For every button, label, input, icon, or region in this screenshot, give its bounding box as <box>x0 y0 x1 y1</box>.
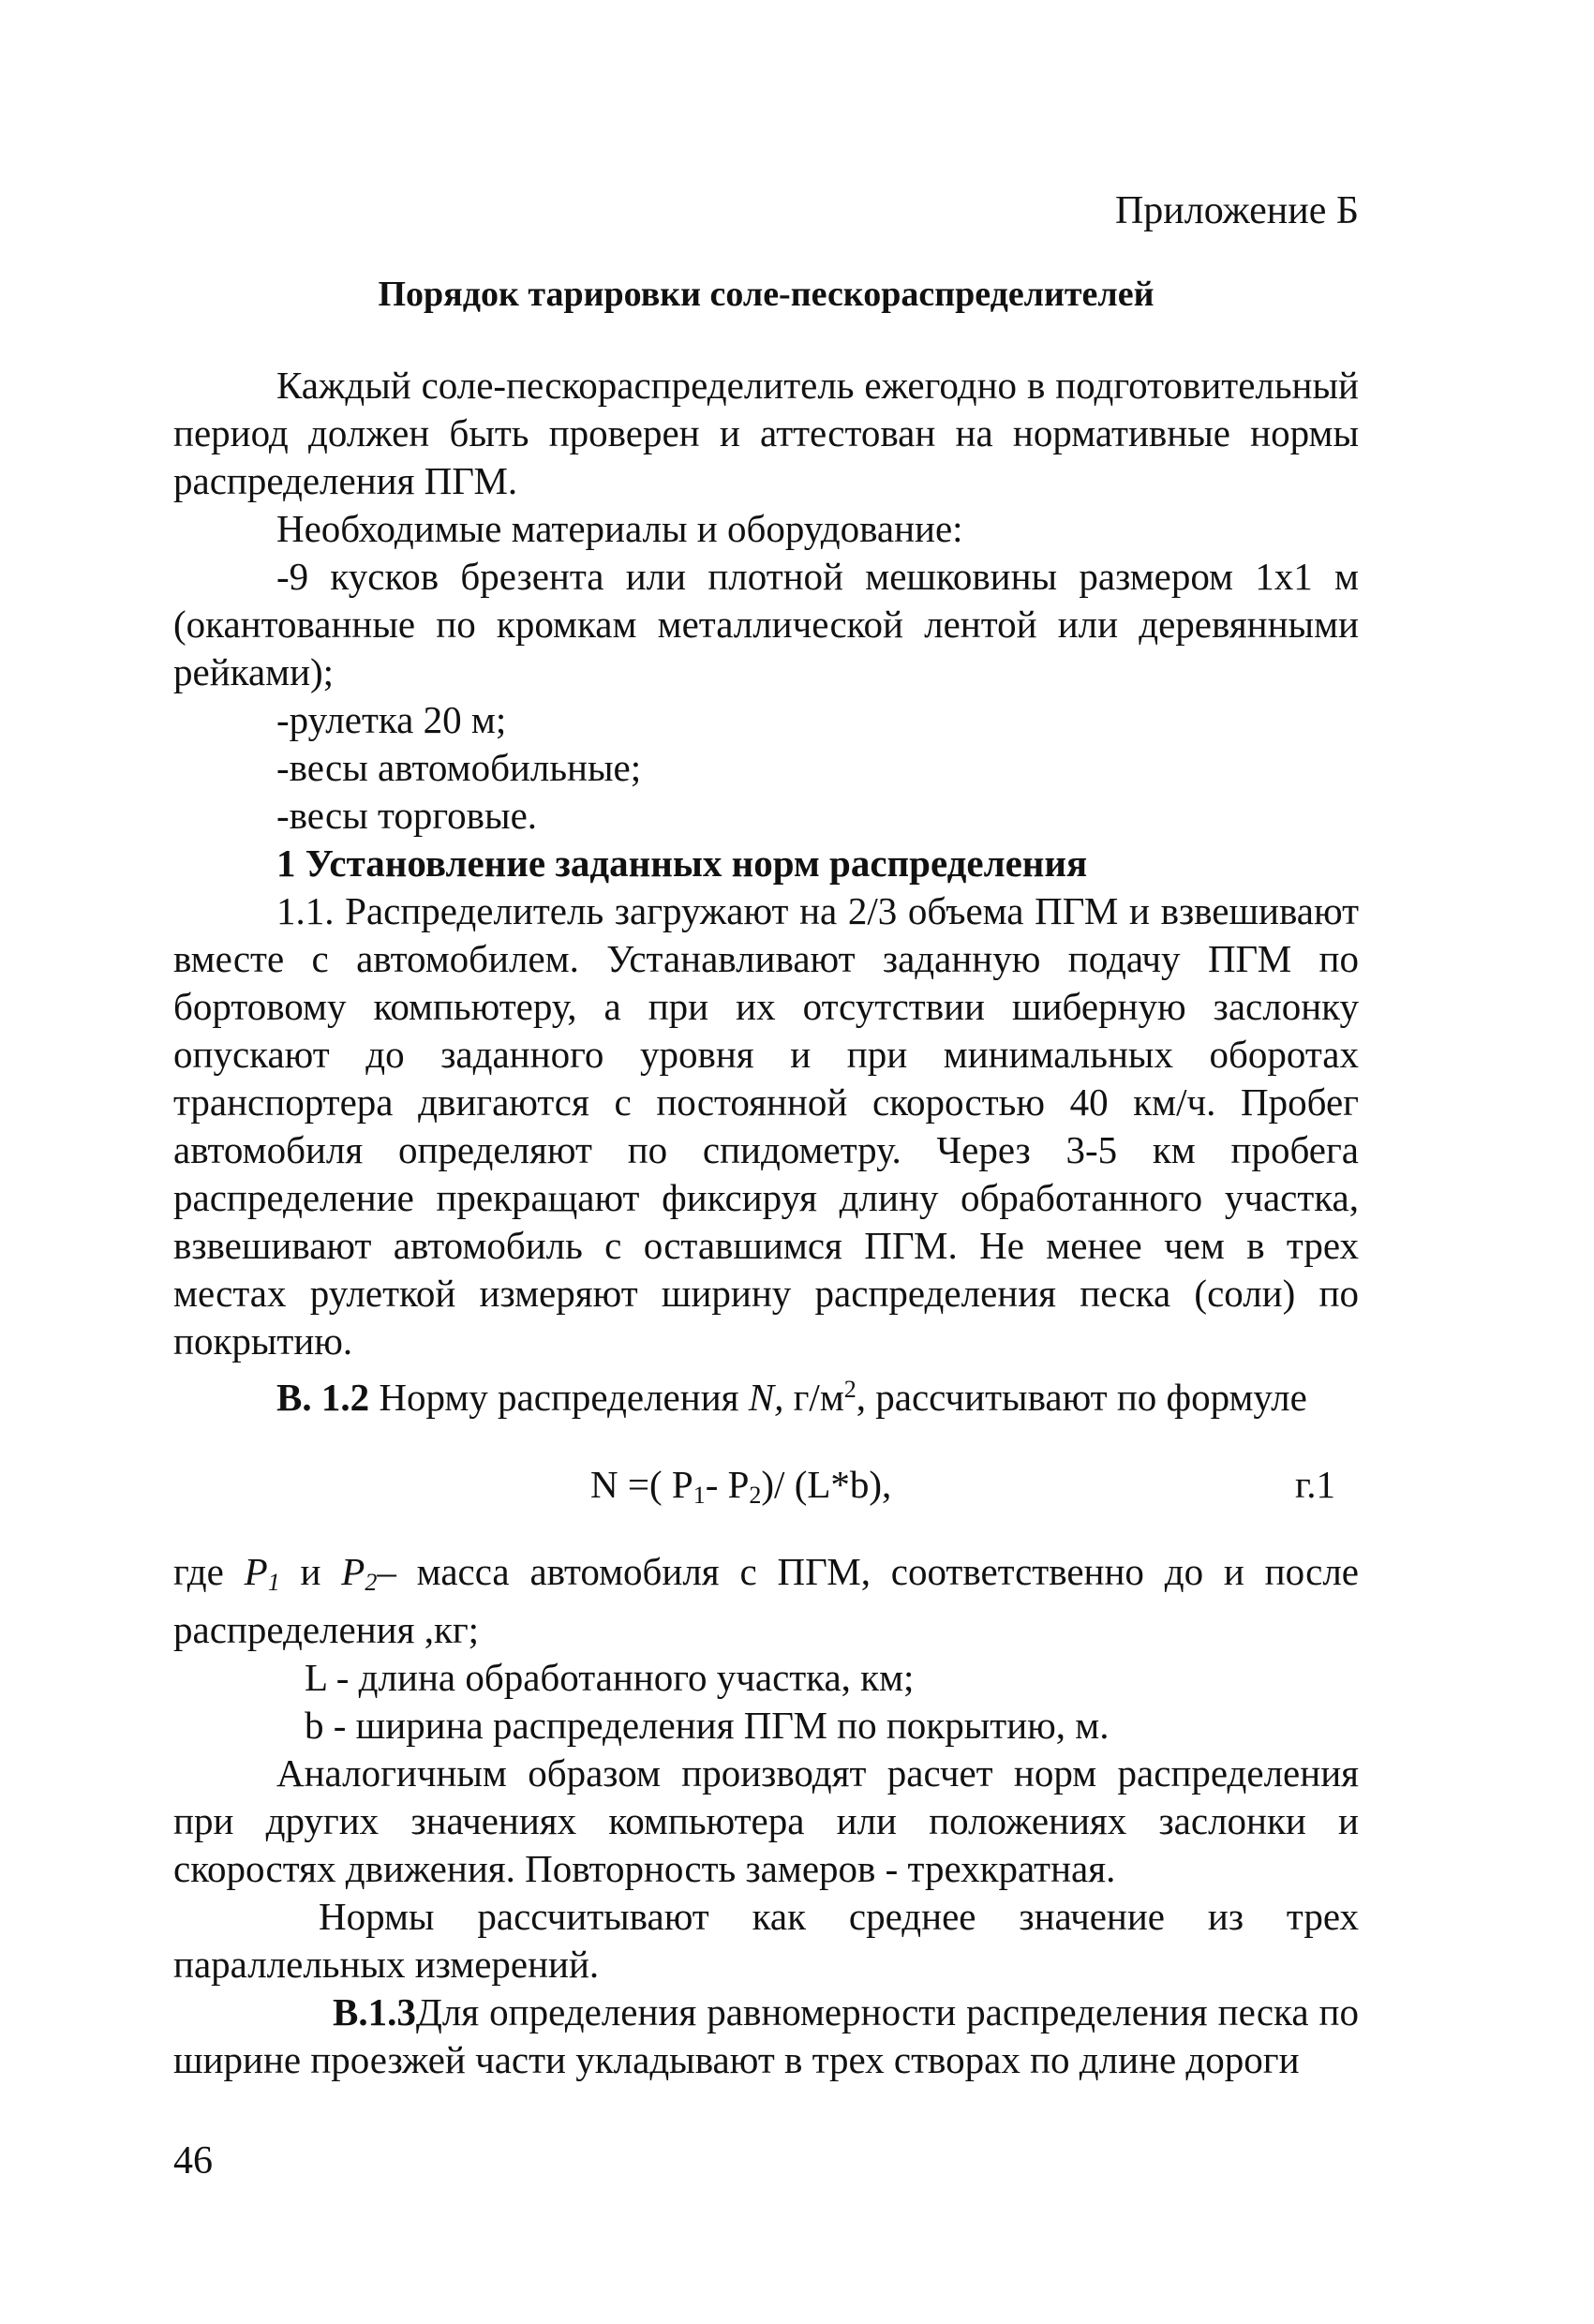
intro-paragraph: Каждый соле-пескораспределитель ежегодно в подготовительный период должен быть проверен и аттестован на нормативные нормы распределения ПГМ. <box>173 364 1359 502</box>
norms-paragraph: Нормы рассчитывают как среднее значение из трех параллельных измерений. <box>173 1895 1359 1986</box>
section-heading: 1 Установление заданных норм распределения <box>276 842 1088 885</box>
clause-text: Для определения равномерности распределения песка по ширине проезжей части укладывают в трех створах по длине дороги <box>173 1990 1359 2081</box>
where-word: где <box>173 1550 245 1593</box>
variable-p1-sub: 1 <box>267 1569 280 1596</box>
paragraph-1-1: 1.1. Распределитель загружают на 2/3 объема ПГМ и взвешивают вместе с автомобилем. Устанавливают заданную подачу ПГМ по бортовому компьютеру, а при их отсутствии шиберную заслонку опускают до заданного уровня и при минимальных оборотах транспортера двигаются с постоянной скоростью 40 км/ч. Пробег автомобиля определяют по спидометру. Через 3-5 км пробега распределение прекращают фиксируя длину обработанного участка, взвешивают автомобиль с оставшимся ПГМ. Не менее чем в трех местах рулеткой измеряют ширину распределения песка (соли) по покрытию. <box>173 889 1359 1363</box>
formula-sub-2: 2 <box>749 1482 762 1509</box>
variable-p1: P <box>244 1550 268 1593</box>
clause-label: В.1.3 <box>333 1990 416 2034</box>
materials-heading: Необходимые материалы и оборудование: <box>276 507 963 550</box>
clause-label: В. 1.2 <box>276 1376 370 1419</box>
page-number: 46 <box>173 2139 213 2182</box>
page-title: Порядок тарировки соле-пескораспределителей <box>378 275 1155 314</box>
formula <box>590 1461 891 1519</box>
definition-b: b - ширина распределения ПГМ по покрытию, м. <box>305 1704 1110 1747</box>
variable-n: N, <box>748 1376 784 1419</box>
variable-p2: P <box>341 1550 365 1593</box>
materials-item: -9 кусков брезента или плотной мешковины размером 1x1 м (окантованные по кромкам металлической лентой или деревянными рейками); <box>173 555 1359 693</box>
formula-mid: - P <box>705 1463 750 1506</box>
materials-item: -весы автомобильные; <box>276 746 642 789</box>
materials-item: -весы торговые. <box>276 794 538 837</box>
where-definition: – масса автомобиля с ПГМ, соответственно до и после распределения ,кг; <box>173 1550 1359 1651</box>
document-page <box>173 187 1359 2084</box>
where-paragraph <box>173 1548 1359 1654</box>
definition-l: L - длина обработанного участка, км; <box>305 1656 915 1699</box>
formula-row <box>173 1461 1359 1509</box>
formula-rhs: )/ (L*b), <box>761 1463 892 1506</box>
materials-item: -рулетка 20 м; <box>276 698 507 741</box>
unit-text: г/м <box>783 1376 844 1419</box>
clause-text: Норму распределения <box>369 1376 749 1419</box>
formula-sub-1: 1 <box>693 1482 706 1509</box>
paragraph-1-2 <box>173 1365 1359 1422</box>
variable-p2-sub: 2 <box>365 1569 378 1596</box>
unit-superscript: 2 <box>843 1376 857 1403</box>
where-and: и <box>279 1550 342 1593</box>
paragraph-1-3 <box>173 1989 1359 2084</box>
formula-lhs: N =( P <box>590 1463 693 1506</box>
analog-paragraph: Аналогичным образом производят расчет норм распределения при других значениях компьютера или положениях заслонки и скоростях движения. Повторность замеров - трехкратная. <box>173 1751 1359 1890</box>
formula-number: г.1 <box>1295 1463 1335 1506</box>
clause-text-end: , рассчитывают по формуле <box>856 1376 1307 1419</box>
appendix-label: Приложение Б <box>1114 189 1359 232</box>
